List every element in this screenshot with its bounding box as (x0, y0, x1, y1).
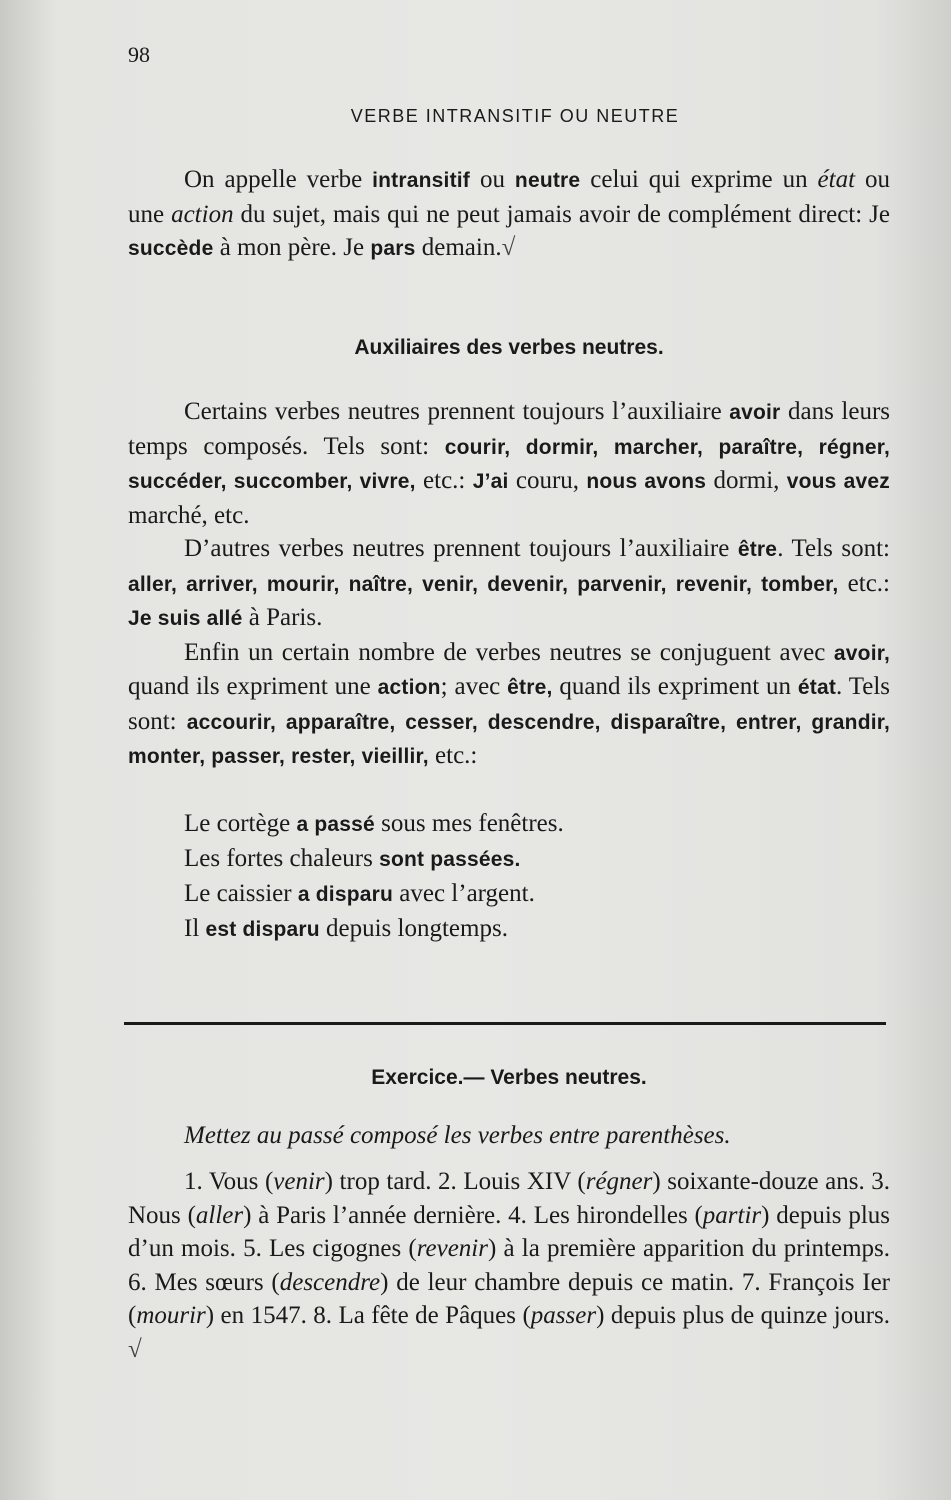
auxiliaries-body (128, 395, 890, 774)
exercise-instruction: Mettez au passé composé les verbes entre parenthèses. (184, 1122, 731, 1149)
exercise-title: Exercice.— Verbes neutres. (371, 1066, 647, 1089)
checkmark: √ (128, 1335, 142, 1363)
example-line: Il est disparu depuis longtemps. (184, 915, 508, 942)
example-line: Les fortes chaleurs sont passées. (184, 845, 521, 872)
exercise-body: 1. Vous (venir) trop tard. 2. Louis XIV (régner) soixante-douze ans. 3. Nous (aller) à Paris l’année dernière. 4. Les hirondelles (partir) depuis plus d’un mois. 5. Les cigognes (revenir) à la première apparition du printemps. 6. Mes sœurs (descendre) de leur chambre depuis ce matin. 7. François Ier (mourir) en 1547. 8. La fête de Pâques (passer) depuis plus de quinze jours. √ (128, 1168, 891, 1363)
checkmark: √ (501, 234, 516, 261)
intro-paragraph: On appelle verbe intransitif ou neutre celui qui exprime un état ou une action du sujet, mais qui ne peut jamais avoir de complément direct: Je succède à mon père. Je pars demain.√ (128, 166, 891, 261)
paragraph-both: Enfin un certain nombre de verbes neutres se conjuguent avec avoir, quand ils expriment une action; avec être, quand ils expriment un état. Tels sont: accourir, apparaître, cesser, descendre, disparaître, entrer, grandir, monter, passer, rester, vieillir, etc.: (128, 638, 891, 769)
example-sentences (184, 807, 564, 947)
paragraph-etre: D’autres verbes neutres prennent toujours l’auxiliaire être. Tels sont: aller, arriver, mourir, naître, venir, devenir, parvenir, revenir, tomber, etc.: Je suis allé à Paris. (128, 535, 890, 631)
example-line: Le caissier a disparu avec l’argent. (184, 880, 535, 907)
running-header: VERBE INTRANSITIF OU NEUTRE (350, 106, 680, 126)
section-divider (124, 1022, 886, 1025)
example-line: Le cortège a passé sous mes fenêtres. (184, 810, 564, 837)
page-number: 98 (128, 42, 150, 67)
paragraph-avoir: Certains verbes neutres prennent toujours l’auxiliaire avoir dans leurs temps composés. Tels sont: courir, dormir, marcher, paraître, régner, succéder, succomber, vivre, etc.: J’ai couru, nous avons dormi, vous avez marché, etc. (128, 398, 891, 529)
section-title: Auxiliaires des verbes neutres. (354, 336, 664, 359)
